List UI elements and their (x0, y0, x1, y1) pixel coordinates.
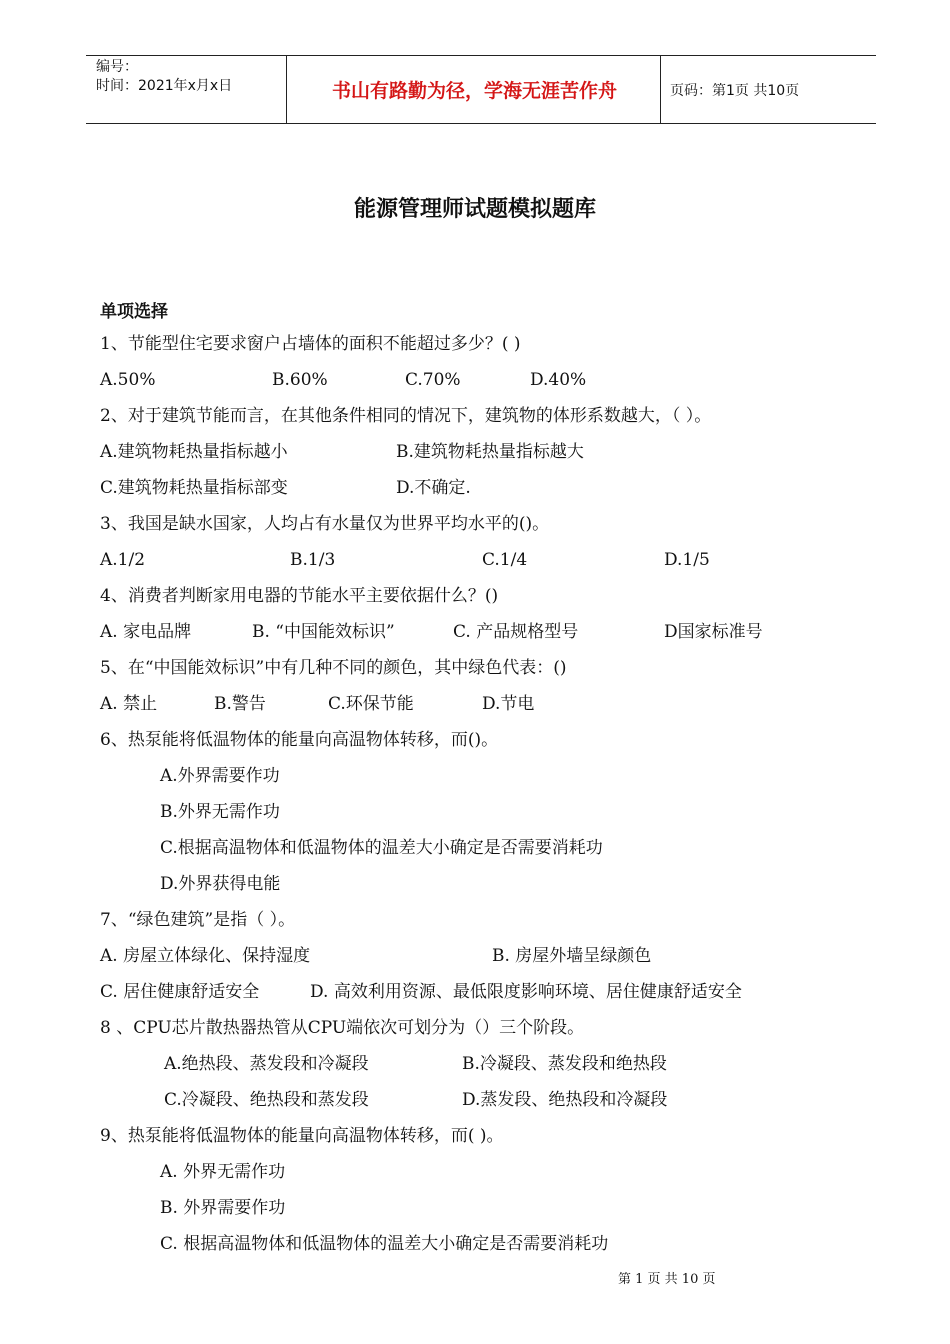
option: D.不确定. (396, 478, 471, 498)
option: C. 产品规格型号 (453, 622, 579, 642)
option: B.建筑物耗热量指标越大 (396, 442, 584, 462)
option: D.蒸发段、绝热段和冷凝段 (462, 1090, 668, 1110)
option: A. 房屋立体绿化、保持湿度 (100, 946, 311, 966)
question-stem: 4、消费者判断家用电器的节能水平主要依据什么？() (100, 586, 499, 606)
option: D.外界获得电能 (160, 874, 281, 894)
option: D国家标准号 (664, 622, 763, 642)
option: C.根据高温物体和低温物体的温差大小确定是否需要消耗功 (160, 838, 603, 858)
option: A.1/2 (100, 550, 146, 570)
option: B.外界无需作功 (160, 802, 280, 822)
option: C.70% (405, 370, 461, 390)
header-motto: 书山有路勤为径，学海无涯苦作舟 (331, 80, 617, 102)
section-heading: 单项选择 (100, 302, 168, 322)
option: B. 房屋外墙呈绿颜色 (492, 946, 652, 966)
page-footer: 第 1 页 共 10 页 (618, 1272, 716, 1287)
page-header (86, 55, 876, 124)
header-left (96, 58, 232, 96)
question-stem: 1、节能型住宅要求窗户占墙体的面积不能超过多少？( ) (100, 334, 521, 354)
header-divider (286, 56, 287, 123)
option: D. 高效利用资源、最低限度影响环境、居住健康舒适安全 (310, 982, 742, 1002)
option: A. 外界无需作功 (160, 1162, 286, 1182)
option: A. 家电品牌 (100, 622, 192, 642)
option: C. 根据高温物体和低温物体的温差大小确定是否需要消耗功 (160, 1234, 609, 1254)
question-stem: 8 、CPU芯片散热器热管从CPU端依次可划分为（）三个阶段。 (100, 1018, 585, 1038)
question-stem: 5、在“中国能效标识”中有几种不同的颜色，其中绿色代表：() (100, 658, 567, 678)
question-stem: 2、对于建筑节能而言，在其他条件相同的情况下，建筑物的体形系数越大，（ ）。 (100, 406, 712, 426)
question-stem: 3、我国是缺水国家，人均占有水量仅为世界平均水平的()。 (100, 514, 550, 534)
question-stem: 6、热泵能将低温物体的能量向高温物体转移，而()。 (100, 730, 499, 750)
option: C.1/4 (482, 550, 528, 570)
header-page-info: 页码：第1页 共10页 (670, 83, 800, 99)
option: D.1/5 (664, 550, 710, 570)
option: B.1/3 (290, 550, 336, 570)
option: B.警告 (214, 694, 266, 714)
option: C. 居住健康舒适安全 (100, 982, 260, 1002)
option: C.冷凝段、绝热段和蒸发段 (164, 1090, 369, 1110)
option: C.建筑物耗热量指标部变 (100, 478, 288, 498)
option: C.环保节能 (328, 694, 414, 714)
option: B.冷凝段、蒸发段和绝热段 (462, 1054, 667, 1074)
option: B. 外界需要作功 (160, 1198, 286, 1218)
option: B. “中国能效标识” (252, 622, 395, 642)
option: A. 禁止 (100, 694, 158, 714)
option: A.外界需要作功 (160, 766, 280, 786)
document-title: 能源管理师试题模拟题库 (353, 197, 596, 222)
option: A.50% (100, 370, 156, 390)
option: D.节电 (482, 694, 535, 714)
header-time: 时间：2021年x月x日 (96, 78, 233, 94)
question-stem: 7、“绿色建筑”是指（ ）。 (100, 910, 296, 930)
option: A.绝热段、蒸发段和冷凝段 (164, 1054, 369, 1074)
option: A.建筑物耗热量指标越小 (100, 442, 288, 462)
header-number: 编号： (96, 59, 138, 75)
option: D.40% (530, 370, 587, 390)
option: B.60% (272, 370, 328, 390)
question-stem: 9、热泵能将低温物体的能量向高温物体转移，而( )。 (100, 1126, 504, 1146)
